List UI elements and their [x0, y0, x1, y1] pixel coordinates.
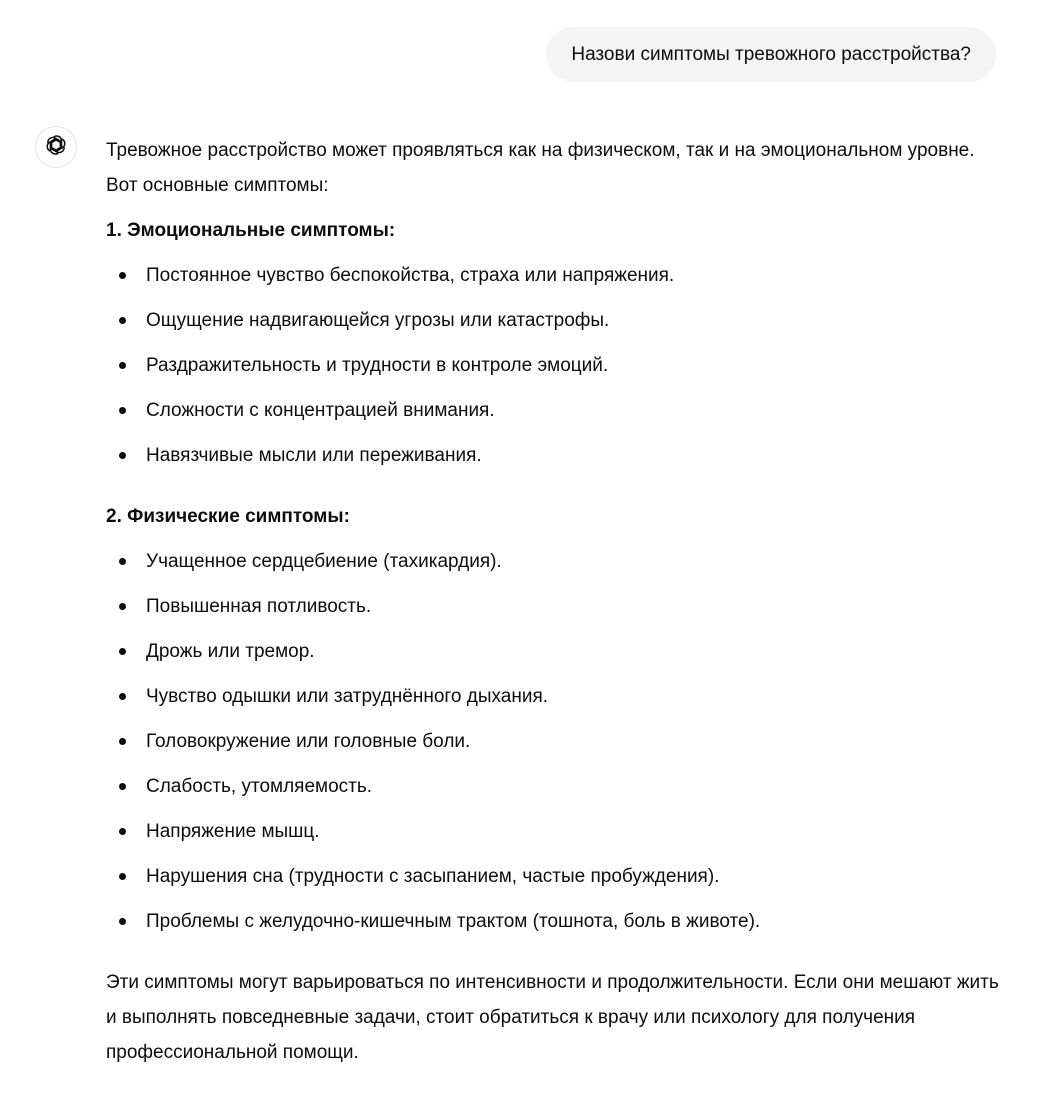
openai-logo-icon	[44, 133, 68, 162]
user-message-bubble: Назови симптомы тревожного расстройства?	[546, 27, 996, 82]
list-item: Постоянное чувство беспокойства, страха или напряжения.	[106, 258, 1006, 293]
list-item: Учащенное сердцебиение (тахикардия).	[106, 544, 1006, 579]
assistant-message	[106, 133, 1006, 1070]
list-item: Головокружение или головные боли.	[106, 724, 1006, 759]
list-item: Напряжение мышц.	[106, 814, 1006, 849]
list-item: Чувство одышки или затруднённого дыхания.	[106, 679, 1006, 714]
list-item: Дрожь или тремор.	[106, 634, 1006, 669]
user-message-row	[546, 27, 996, 82]
list-item: Повышенная потливость.	[106, 589, 1006, 624]
list-item: Нарушения сна (трудности с засыпанием, частые пробуждения).	[106, 859, 1006, 894]
list-item: Сложности с концентрацией внимания.	[106, 393, 1006, 428]
list-item: Раздражительность и трудности в контроле эмоций.	[106, 348, 1006, 383]
list-item: Навязчивые мысли или переживания.	[106, 438, 1006, 473]
section-spacer	[106, 473, 1006, 499]
assistant-avatar	[35, 126, 77, 168]
section-heading-physical: 2. Физические симптомы:	[106, 506, 350, 527]
assistant-intro: Тревожное расстройство может проявляться как на физическом, так и на эмоциональном уровне. Вот основные симптомы:	[106, 140, 975, 196]
symptom-list-emotional	[106, 258, 1006, 473]
list-item: Слабость, утомляемость.	[106, 769, 1006, 804]
symptom-list-physical	[106, 544, 1006, 939]
section-heading-emotional: 1. Эмоциональные симптомы:	[106, 220, 396, 241]
assistant-outro: Эти симптомы могут варьироваться по интенсивности и продолжительности. Если они мешают жить и выполнять повседневные задачи, стоит обратиться к врачу или психологу для получения профессиональной помощи.	[106, 972, 999, 1063]
list-item: Ощущение надвигающейся угрозы или катастрофы.	[106, 303, 1006, 338]
list-item: Проблемы с желудочно-кишечным трактом (тошнота, боль в животе).	[106, 904, 1006, 939]
